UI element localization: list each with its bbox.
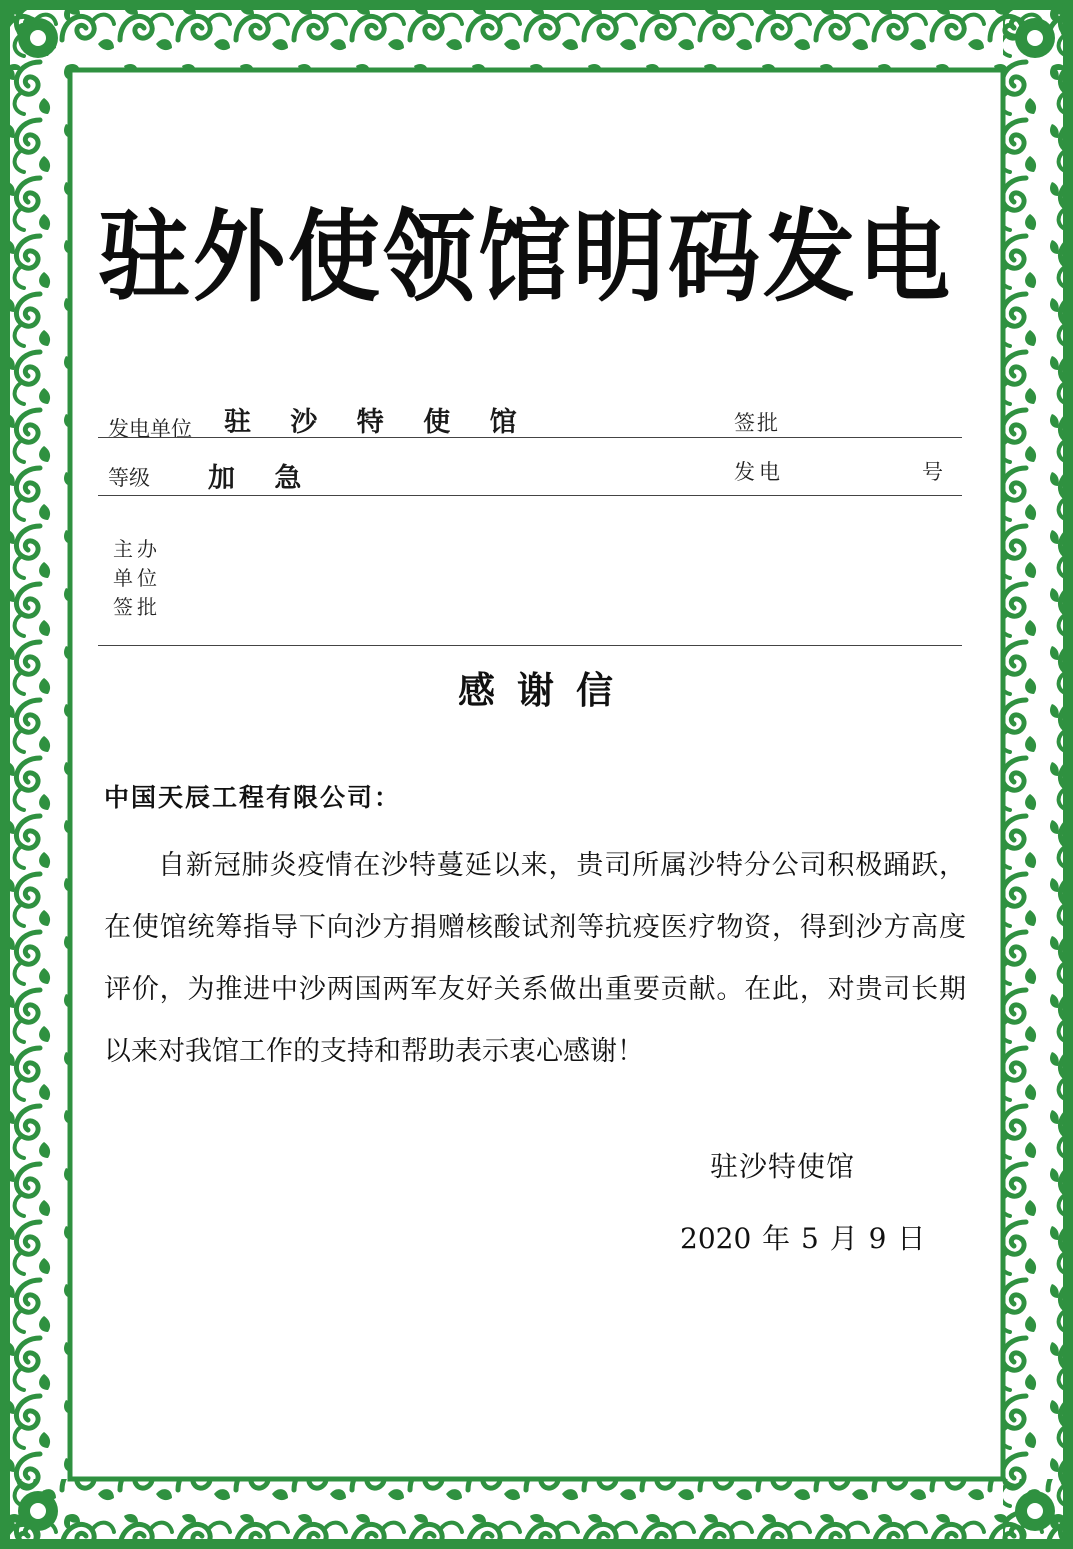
- letter-date: 2020 年 5 月 9 日: [680, 1222, 926, 1255]
- organizer-approval-block: [113, 535, 161, 622]
- letter-title: 感谢信: [458, 668, 635, 712]
- approve-label: 签批: [734, 411, 780, 435]
- letter-salutation: 中国天辰工程有限公司：: [104, 783, 402, 812]
- organizer-line: 单位: [113, 566, 161, 590]
- sender-value: 驻 沙 特 使 馆: [224, 407, 532, 438]
- organizer-line: 签批: [113, 595, 161, 619]
- level-value: 加 急: [208, 463, 317, 494]
- form-divider-1: [98, 437, 962, 438]
- number-label: 号: [922, 460, 943, 484]
- sender-label: 发电单位: [108, 417, 192, 441]
- form-divider-3: [98, 645, 962, 646]
- level-label: 等级: [108, 466, 150, 490]
- letter-body: [104, 835, 966, 1083]
- organizer-line: 主办: [113, 537, 161, 561]
- letter-signature: 驻沙特使馆: [710, 1150, 856, 1183]
- document-title: 驻外使领馆明码发电: [98, 199, 954, 316]
- telegram-label: 发电: [734, 460, 784, 484]
- form-divider-2: [98, 495, 962, 496]
- letter-paragraph: 自新冠肺炎疫情在沙特蔓延以来，贵司所属沙特分公司积极踊跃，在使馆统筹指导下向沙方捐赠核酸试剂等抗疫医疗物资，得到沙方高度评价，为推进中沙两国两军友好关系做出重要贡献。在此，对贵司长期以来对我馆工作的支持和帮助表示衷心感谢！: [104, 850, 966, 1067]
